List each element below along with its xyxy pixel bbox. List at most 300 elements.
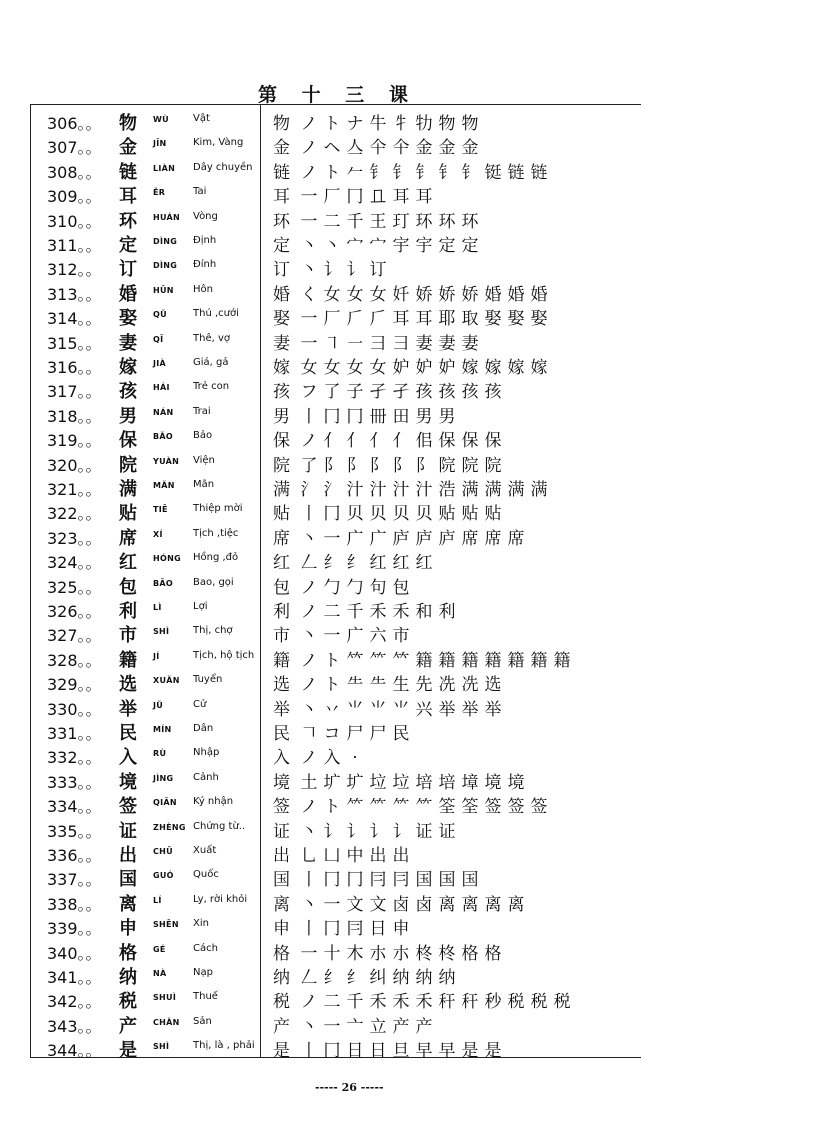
stroke-step: 丨 [300, 919, 319, 940]
stroke-step: 兴 [415, 699, 434, 720]
stroke-step: 柊 [438, 943, 457, 964]
stroke-step: 阝 [323, 455, 342, 476]
entry-number: 330。。 [47, 699, 102, 719]
stroke-order [273, 499, 505, 524]
stroke-step: 中 [346, 846, 365, 866]
stroke-order [273, 646, 574, 671]
entry-number: 324。。 [47, 553, 102, 573]
stroke-step: 汁 [415, 480, 434, 500]
vietnamese-meaning: Tai [193, 186, 207, 198]
stroke-step: 文 [369, 894, 388, 915]
stroke-step: 阝 [369, 455, 388, 476]
hanzi-character: 是 [119, 1040, 137, 1062]
vietnamese-meaning: Hồng ,đỏ [193, 552, 239, 564]
stroke-step: ⺮ [392, 797, 411, 818]
hanzi-character: 保 [119, 430, 137, 452]
stroke-step: 院 [461, 455, 480, 476]
stroke-step: 婚 [273, 284, 291, 305]
stroke-step: 玎 [392, 211, 411, 232]
stroke-step: ⺌ [392, 699, 411, 720]
stroke-step: 仐 [369, 138, 388, 159]
stroke-step: 冂 [323, 1041, 342, 1062]
stroke-order [273, 109, 482, 134]
stroke-step: 宇 [392, 236, 411, 256]
stroke-step: 禾 [369, 992, 388, 1013]
stroke-step: 子 [346, 382, 365, 403]
pinyin: MǍN [153, 481, 175, 490]
stroke-step: 亼 [346, 138, 365, 159]
stroke-step: ⺕ [392, 333, 411, 354]
hanzi-character: 籍 [119, 649, 137, 671]
stroke-step: 贝 [415, 504, 434, 525]
vocab-row [31, 646, 641, 669]
stroke-step: 国 [438, 870, 457, 891]
stroke-step: 市 [392, 626, 411, 647]
stroke-step: ノ [300, 162, 319, 183]
stroke-step: ノ [300, 114, 319, 134]
stroke-step: 耳 [392, 309, 411, 330]
stroke-order [273, 402, 459, 427]
pinyin: BĀO [153, 578, 173, 588]
stroke-order [273, 548, 436, 573]
vietnamese-meaning: Xuất [193, 845, 217, 856]
stroke-step: 红 [369, 553, 388, 574]
stroke-step: 孩 [415, 382, 434, 403]
stroke-step: 卤 [392, 894, 411, 915]
stroke-step: 日 [369, 1041, 388, 1062]
stroke-step: 一 [300, 309, 319, 330]
vietnamese-meaning: Giá, gả [193, 357, 229, 368]
stroke-step: 一 [323, 894, 342, 915]
stroke-step: 定 [273, 236, 291, 256]
stroke-step: 广 [346, 626, 365, 647]
vocab-row [31, 133, 641, 159]
hanzi-character: 利 [119, 601, 137, 622]
vocab-row [31, 280, 641, 303]
stroke-step: 勹 [323, 577, 342, 598]
stroke-step: 娶 [507, 309, 526, 330]
vocab-row [31, 451, 641, 474]
vocab-row [31, 817, 641, 840]
stroke-step: 贴 [461, 504, 480, 525]
stroke-step: 贴 [438, 504, 457, 525]
stroke-step: 秒 [484, 992, 503, 1013]
stroke-step: 境 [507, 772, 526, 793]
stroke-step: ⺮ [346, 797, 365, 818]
stroke-order [273, 451, 505, 476]
vietnamese-meaning: Nhập [193, 747, 220, 759]
hanzi-character: 男 [119, 405, 137, 427]
vocab-row [31, 377, 641, 403]
vietnamese-meaning: Mãn [193, 479, 215, 490]
stroke-step: 满 [507, 480, 526, 500]
stroke-step: 离 [461, 894, 480, 915]
stroke-step: ナ [346, 114, 365, 134]
stroke-step: 籍 [273, 650, 291, 671]
stroke-step: 千 [346, 992, 365, 1013]
vietnamese-meaning: Xin [193, 918, 209, 930]
stroke-order [273, 524, 528, 549]
stroke-step: 保 [484, 431, 503, 452]
entry-number: 310。。 [47, 211, 102, 231]
stroke-step: 钅 [438, 162, 457, 183]
entry-number: 312。。 [47, 260, 102, 280]
vocab-row [31, 670, 641, 696]
vietnamese-meaning: Chứng từ.. [193, 820, 246, 832]
stroke-step: 日 [346, 1041, 365, 1062]
stroke-order [273, 255, 390, 280]
entry-number: 338。。 [47, 894, 102, 914]
stroke-step: 钅 [415, 162, 434, 183]
stroke-step: 凵 [323, 846, 342, 866]
stroke-step: 院 [273, 455, 291, 476]
stroke-step: 格 [461, 943, 480, 964]
stroke-step: 物 [461, 114, 480, 134]
stroke-step: ㇐ [346, 333, 365, 354]
stroke-step: ト [323, 797, 342, 818]
stroke-step: 柊 [415, 943, 434, 964]
hanzi-character: 产 [119, 1015, 137, 1037]
stroke-step: 庐 [415, 528, 434, 549]
stroke-step: 妒 [438, 358, 457, 378]
stroke-step: 冃 [369, 870, 388, 891]
stroke-step: 是 [461, 1041, 480, 1062]
vocab-row [31, 329, 641, 352]
pinyin: SHĒN [153, 920, 179, 930]
stroke-step: 讠 [323, 821, 342, 842]
hanzi-character: 席 [119, 527, 137, 549]
pinyin: LÌ [153, 603, 162, 612]
stroke-step: 纳 [415, 968, 434, 988]
entry-number: 327。。 [47, 626, 102, 646]
pinyin: JĪN [153, 139, 167, 149]
stroke-order [273, 182, 436, 207]
stroke-step: 嫁 [461, 358, 480, 378]
stroke-step: 保 [461, 431, 480, 452]
hanzi-character: 国 [119, 869, 137, 891]
stroke-step: 奷 [392, 284, 411, 305]
stroke-step: 一 [300, 211, 319, 232]
stroke-step: 入 [273, 748, 291, 769]
stroke-step: 国 [415, 870, 434, 891]
hanzi-character: 市 [119, 625, 137, 647]
stroke-step: 孩 [484, 382, 503, 403]
entry-number: 332。。 [47, 748, 102, 768]
stroke-step: 离 [484, 894, 503, 915]
stroke-step: 婚 [484, 284, 503, 305]
stroke-step: 冼 [461, 675, 480, 696]
stroke-order [273, 426, 505, 451]
stroke-step: 娶 [273, 309, 291, 330]
stroke-step: 氵 [323, 480, 342, 500]
stroke-step: 娶 [484, 309, 503, 330]
stroke-step: 纟 [346, 968, 365, 988]
stroke-step: 阝 [392, 455, 411, 476]
stroke-step: 环 [461, 211, 480, 232]
vietnamese-meaning: Thị, là , phải [193, 1040, 255, 1052]
hanzi-character: 入 [119, 747, 137, 769]
vocab-row [31, 719, 641, 742]
vocab-row [31, 987, 641, 1013]
entry-number: 307。。 [47, 138, 102, 158]
stroke-step: ⺮ [415, 797, 434, 818]
stroke-step: 贝 [392, 504, 411, 525]
stroke-step: 一 [323, 626, 342, 647]
hanzi-character: 出 [119, 845, 137, 866]
vocab-row [31, 499, 641, 525]
stroke-step: 籍 [553, 650, 572, 671]
stroke-step: 出 [369, 846, 388, 866]
stroke-step: 嫁 [507, 358, 526, 378]
pinyin: CHǍN [153, 1017, 180, 1027]
stroke-step: 𠀃 [369, 187, 388, 208]
vietnamese-meaning: Cách [193, 942, 218, 954]
vocab-row [31, 1036, 641, 1062]
stroke-step: 娇 [438, 284, 457, 305]
stroke-step: 丶 [300, 1016, 319, 1037]
stroke-step: 利 [273, 602, 291, 622]
stroke-order [273, 768, 528, 793]
stroke-step: 讠 [323, 260, 342, 281]
stroke-step: ヘ [323, 138, 342, 159]
vietnamese-meaning: Thuế [193, 991, 218, 1003]
hanzi-character: 选 [119, 674, 137, 696]
stroke-step: 孩 [461, 382, 480, 403]
pinyin: SHÌ [153, 627, 170, 637]
vietnamese-meaning: Viện [193, 454, 215, 466]
stroke-step: 广 [369, 528, 388, 549]
vocabulary-table [30, 104, 641, 1062]
stroke-step: 庐 [392, 528, 411, 549]
stroke-step: 朩 [369, 943, 388, 964]
stroke-step: 𥫗 [346, 650, 365, 671]
stroke-step: 选 [273, 675, 291, 696]
stroke-step: 男 [415, 406, 434, 427]
stroke-step: 宀 [369, 236, 388, 256]
stroke-step: 二 [323, 211, 342, 232]
stroke-step: 女 [369, 358, 388, 378]
vietnamese-meaning: Cử [193, 698, 207, 710]
stroke-step: 籍 [484, 650, 503, 671]
stroke-step: 妻 [461, 333, 480, 354]
vietnamese-meaning: Ký nhận [193, 796, 234, 808]
stroke-step: ノ [300, 577, 319, 598]
stroke-step: 丶 [300, 236, 319, 256]
stroke-step: 一 [323, 1016, 342, 1037]
stroke-step: 境 [273, 772, 291, 793]
pinyin: RÙ [153, 749, 167, 759]
stroke-step: 环 [273, 211, 291, 232]
stroke-step: 嫁 [530, 358, 549, 378]
stroke-order [273, 963, 459, 988]
stroke-step: 婚 [507, 284, 526, 305]
stroke-step: 贝 [369, 504, 388, 525]
stroke-step: 入 [323, 748, 342, 769]
stroke-step: 丶 [300, 626, 319, 647]
stroke-step: 环 [415, 211, 434, 232]
stroke-step: 纟 [323, 968, 342, 988]
stroke-step: 墇 [461, 772, 480, 793]
stroke-step: 物 [438, 114, 457, 134]
stroke-step: 签 [507, 797, 526, 818]
stroke-step: 市 [273, 626, 291, 647]
stroke-step: 籍 [438, 650, 457, 671]
stroke-step: フ [300, 382, 319, 403]
pinyin: XÍ [153, 529, 163, 539]
entry-number: 326。。 [47, 602, 102, 621]
vocab-row [31, 304, 641, 330]
stroke-step: 女 [323, 284, 342, 305]
vocab-row [31, 182, 641, 208]
stroke-step: 早 [415, 1041, 434, 1062]
stroke-step: 保 [273, 431, 291, 452]
vocab-row [31, 963, 641, 986]
vietnamese-meaning: Kim, Vàng [193, 137, 244, 149]
vocab-row [31, 865, 641, 891]
stroke-order [273, 280, 551, 305]
stroke-step: 娇 [415, 284, 434, 305]
stroke-step: 保 [438, 431, 457, 452]
stroke-step: 日 [369, 919, 388, 940]
stroke-step: 二 [323, 992, 342, 1013]
stroke-step: ノ [300, 650, 319, 671]
stroke-step: 物 [273, 114, 291, 134]
entry-number: 331。。 [47, 724, 102, 743]
entry-number: 337。。 [47, 870, 102, 890]
stroke-step: 千 [346, 211, 365, 232]
stroke-step: 铤 [484, 162, 503, 183]
stroke-step: 格 [484, 943, 503, 964]
stroke-step: 纠 [369, 968, 388, 988]
pinyin: GÉ [153, 944, 166, 954]
hanzi-character: 离 [119, 893, 137, 915]
stroke-step: 乚 [300, 846, 319, 866]
stroke-step: 冼 [438, 675, 457, 696]
stroke-step: ⺧ [346, 675, 365, 696]
stroke-step: 牜 [392, 114, 411, 134]
vietnamese-meaning: Quốc [193, 869, 219, 881]
stroke-order [273, 231, 482, 256]
stroke-step: 丶 [300, 894, 319, 915]
stroke-step: 勹 [346, 577, 365, 598]
vocab-row [31, 1012, 641, 1035]
stroke-step: 链 [273, 162, 291, 183]
stroke-order [273, 743, 367, 768]
stroke-step: 孑 [369, 382, 388, 403]
vocab-row [31, 890, 641, 913]
stroke-step: 丶 [300, 699, 319, 720]
pinyin: HÁI [153, 383, 170, 393]
entry-number: 333。。 [47, 772, 102, 792]
stroke-step: ト [323, 114, 342, 134]
stroke-step: 王 [369, 211, 388, 232]
pinyin: DÌNG [153, 237, 178, 246]
stroke-step: 席 [273, 528, 291, 549]
stroke-step: 包 [273, 577, 291, 598]
stroke-step: 订 [369, 260, 388, 281]
stroke-order [273, 304, 551, 329]
entry-number: 325。。 [47, 577, 102, 597]
stroke-step: 佀 [415, 431, 434, 452]
entry-number: 316。。 [47, 358, 102, 377]
stroke-step: 牞 [415, 114, 434, 134]
stroke-step: 文 [346, 894, 365, 915]
stroke-step: 取 [461, 309, 480, 330]
stroke-step: 句 [369, 577, 388, 598]
pinyin: ĚR [153, 188, 166, 198]
vocab-row [31, 255, 641, 281]
hanzi-character: 耳 [119, 186, 137, 208]
stroke-order [273, 207, 482, 232]
stroke-step: 女 [300, 358, 319, 378]
stroke-step: 籍 [530, 650, 549, 671]
pinyin: BǍO [153, 432, 173, 442]
vocab-row [31, 426, 641, 452]
vietnamese-meaning: Ly, rời khỏi [193, 893, 248, 905]
hanzi-character: 妻 [119, 332, 137, 354]
stroke-step: ノ [300, 675, 319, 696]
hanzi-character: 举 [119, 698, 137, 720]
vietnamese-meaning: Lợi [193, 601, 208, 612]
stroke-step: 先 [415, 675, 434, 696]
hanzi-character: 链 [119, 161, 137, 183]
stroke-order [273, 719, 413, 744]
vietnamese-meaning: Định [193, 235, 217, 246]
vocab-row [31, 353, 641, 376]
hanzi-character: 贴 [119, 503, 137, 525]
stroke-step: 民 [392, 724, 411, 744]
stroke-step: 女 [369, 284, 388, 305]
stroke-step: 早 [438, 1041, 457, 1062]
stroke-step: 一 [300, 187, 319, 208]
vocab-row [31, 768, 641, 791]
entry-number: 344。。 [47, 1041, 102, 1061]
stroke-step: 土 [300, 772, 319, 793]
stroke-step: 妒 [392, 358, 411, 378]
stroke-step: 签 [484, 797, 503, 818]
entry-number: 335。。 [47, 821, 102, 841]
stroke-order [273, 1012, 436, 1037]
stroke-order [273, 817, 459, 842]
stroke-step: ノ [300, 748, 319, 769]
stroke-step: 讠 [346, 260, 365, 281]
stroke-step: 定 [438, 236, 457, 256]
entry-number: 322。。 [47, 504, 102, 524]
stroke-step: 冂 [346, 406, 365, 427]
stroke-order [273, 353, 551, 378]
vocab-row [31, 939, 641, 962]
stroke-step: 一 [323, 528, 342, 549]
stroke-step: 秆 [461, 992, 480, 1013]
vocab-row [31, 158, 641, 181]
vietnamese-meaning: Bảo [193, 430, 213, 442]
stroke-step: 纟 [346, 553, 365, 574]
stroke-step: 宀 [346, 236, 365, 256]
vietnamese-meaning: Trai [193, 405, 211, 417]
pinyin: JǓ [153, 700, 164, 710]
pinyin: QĪ [153, 334, 164, 344]
stroke-step: 冃 [346, 919, 365, 940]
entry-number: 306。。 [47, 114, 102, 133]
stroke-step: 讠 [369, 821, 388, 842]
stroke-step: 妻 [415, 333, 434, 354]
stroke-step: 亠 [346, 1016, 365, 1037]
stroke-step: 境 [484, 772, 503, 793]
stroke-step: 民 [273, 724, 291, 744]
stroke-step: ト [323, 162, 342, 183]
stroke-step: 席 [507, 528, 526, 549]
stroke-order [273, 914, 413, 939]
